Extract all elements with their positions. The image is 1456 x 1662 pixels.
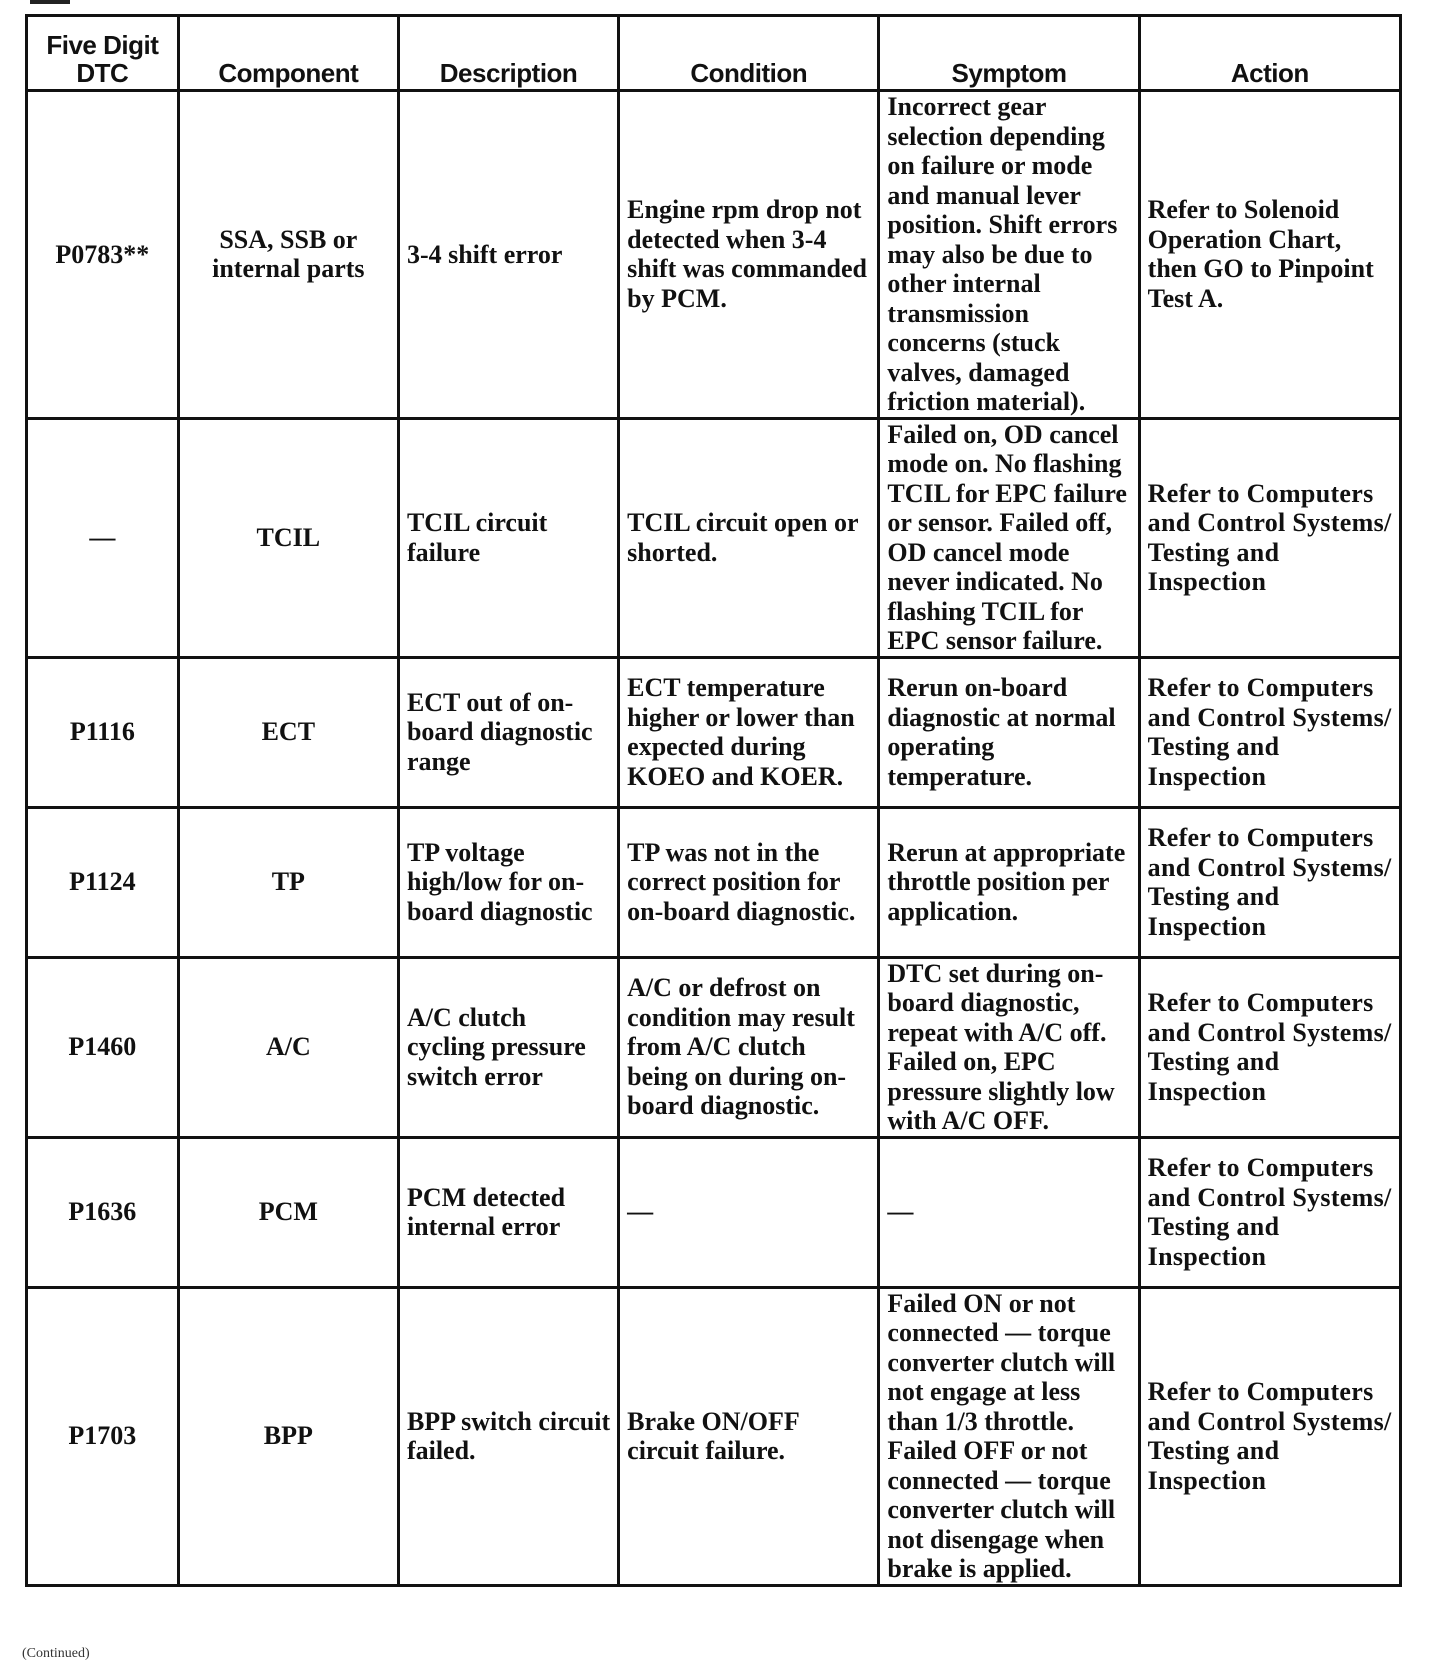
symptom-cell: DTC set during on-board diagnostic, repeat with A/C off. Failed on, EPC pressure slightly low with A/C OFF. [879,957,1139,1137]
condition-cell: ECT temperature higher or lower than expected during KOEO and KOER. [619,657,879,807]
component-cell: SSA, SSB or internal parts [178,91,398,419]
description-cell: A/C clutch cycling pressure switch error [398,957,618,1137]
top-margin-mark [30,0,70,4]
description-cell: TCIL circuit failure [398,418,618,657]
action-cell: Refer to Computers and Control Systems/ Testing and Inspection [1139,1287,1400,1585]
header-component: Component [178,16,398,91]
component-cell: A/C [178,957,398,1137]
table-row [27,657,1401,807]
component-cell: PCM [178,1137,398,1287]
dtc-code: P1116 [27,657,179,807]
description-cell: TP voltage high/low for on-board diagnostic [398,807,618,957]
condition-cell: A/C or defrost on condition may result from A/C clutch being on during on-board diagnostic. [619,957,879,1137]
dtc-code: P0783** [27,91,179,419]
dtc-code: — [27,418,179,657]
action-cell: Refer to Computers and Control Systems/ Testing and Inspection [1139,1137,1400,1287]
dtc-code: P1636 [27,1137,179,1287]
condition-cell: Brake ON/OFF circuit failure. [619,1287,879,1585]
table-row [27,418,1401,657]
dtc-table [25,14,1402,1587]
table-row [27,807,1401,957]
action-cell: Refer to Computers and Control Systems/ Testing and Inspection [1139,807,1400,957]
action-cell: Refer to Computers and Control Systems/ Testing and Inspection [1139,957,1400,1137]
condition-cell: TCIL circuit open or shorted. [619,418,879,657]
symptom-cell: Failed on, OD cancel mode on. No flashing TCIL for EPC failure or sensor. Failed off, OD cancel mode never indicated. No flashing TCIL for EPC sensor failure. [879,418,1139,657]
header-description: Description [398,16,618,91]
component-cell: BPP [178,1287,398,1585]
action-cell: Refer to Computers and Control Systems/ Testing and Inspection [1139,657,1400,807]
table-body [27,91,1401,1586]
symptom-cell: Rerun at appropriate throttle position per application. [879,807,1139,957]
header-action: Action [1139,16,1400,91]
continued-note: (Continued) [22,1646,90,1661]
dtc-code: P1460 [27,957,179,1137]
dtc-code: P1124 [27,807,179,957]
header-symptom: Symptom [879,16,1139,91]
header-dtc: Five Digit DTC [27,16,179,91]
header-condition: Condition [619,16,879,91]
symptom-cell: Incorrect gear selection depending on failure or mode and manual lever position. Shift errors may also be due to other internal transmission concerns (stuck valves, damaged friction material). [879,91,1139,419]
description-cell: 3-4 shift error [398,91,618,419]
symptom-cell: — [879,1137,1139,1287]
dtc-code: P1703 [27,1287,179,1585]
description-cell: BPP switch circuit failed. [398,1287,618,1585]
condition-cell: — [619,1137,879,1287]
table-header [27,16,1401,91]
component-cell: TP [178,807,398,957]
component-cell: ECT [178,657,398,807]
table-row [27,957,1401,1137]
description-cell: ECT out of on-board diagnostic range [398,657,618,807]
table-row [27,1137,1401,1287]
action-cell: Refer to Computers and Control Systems/ Testing and Inspection [1139,418,1400,657]
condition-cell: Engine rpm drop not detected when 3-4 shift was commanded by PCM. [619,91,879,419]
table-row [27,91,1401,419]
symptom-cell: Rerun on-board diagnostic at normal operating temperature. [879,657,1139,807]
symptom-cell: Failed ON or not connected — torque converter clutch will not engage at less than 1/3 throttle. Failed OFF or not connected — torque converter clutch will not disengage when brake is applied. [879,1287,1139,1585]
condition-cell: TP was not in the correct position for on-board diagnostic. [619,807,879,957]
table-row [27,1287,1401,1585]
header-row [27,16,1401,91]
component-cell: TCIL [178,418,398,657]
action-cell: Refer to Solenoid Operation Chart, then GO to Pinpoint Test A. [1139,91,1400,419]
description-cell: PCM detected internal error [398,1137,618,1287]
